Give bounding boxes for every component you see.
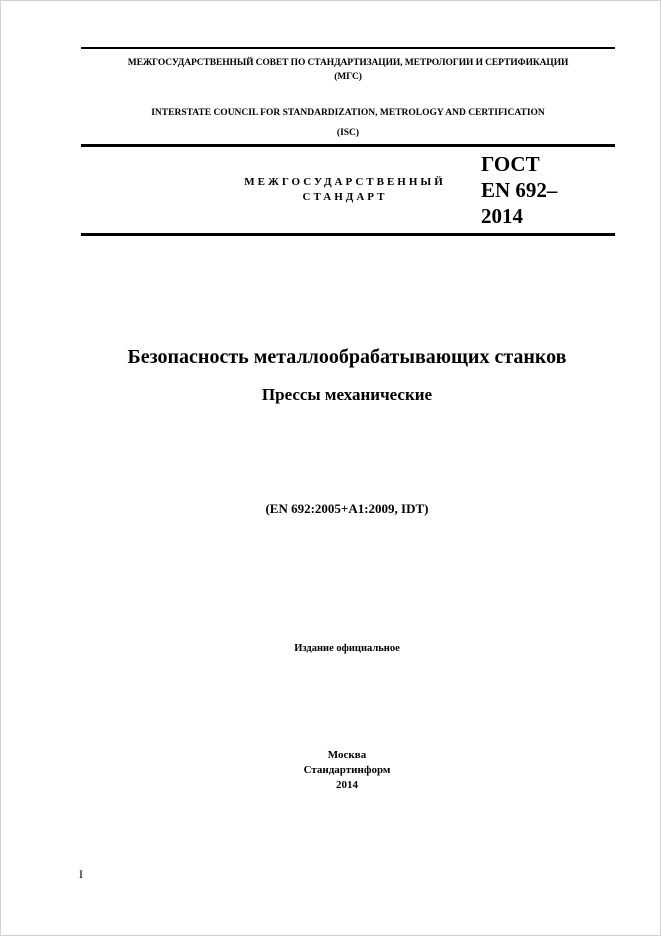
header-middle-rule: [81, 144, 615, 147]
edition-note: Издание официальное: [294, 643, 400, 654]
imprint-year: 2014: [336, 779, 358, 791]
standard-number-line2: EN 692–: [481, 178, 558, 202]
council-en-name: INTERSTATE COUNCIL FOR STANDARDIZATION, METROLOGY AND CERTIFICATION: [151, 108, 545, 118]
council-en-abbreviation: (ISC): [336, 128, 360, 138]
header-top-rule: [81, 47, 615, 49]
document-subtitle: Прессы механические: [261, 385, 433, 404]
council-ru-name: МЕЖГОСУДАРСТВЕННЫЙ СОВЕТ ПО СТАНДАРТИЗАЦИИ, МЕТРОЛОГИИ И СЕРТИФИКАЦИИ: [127, 58, 569, 68]
council-ru-abbreviation: (МГС): [334, 72, 362, 82]
standard-kind-line1: МЕЖГОСУДАРСТВЕННЫЙ: [244, 176, 446, 188]
imprint: [41, 748, 653, 793]
header-bottom-rule: [81, 233, 615, 236]
imprint-city: Москва: [327, 749, 367, 761]
standard-number: [481, 151, 611, 229]
document-title: Безопасность металлообрабатывающих станков: [127, 346, 567, 368]
standard-number-line3: 2014: [481, 204, 523, 228]
standard-kind-line2: СТАНДАРТ: [302, 191, 388, 203]
standard-kind: [226, 175, 464, 205]
standard-number-line1: ГОСТ: [481, 152, 540, 176]
council-name-russian: [81, 56, 615, 84]
imprint-publisher: Стандартинформ: [303, 764, 391, 776]
page-number: I: [79, 867, 83, 881]
document-identity: (EN 692:2005+A1:2009, IDT): [265, 501, 429, 516]
